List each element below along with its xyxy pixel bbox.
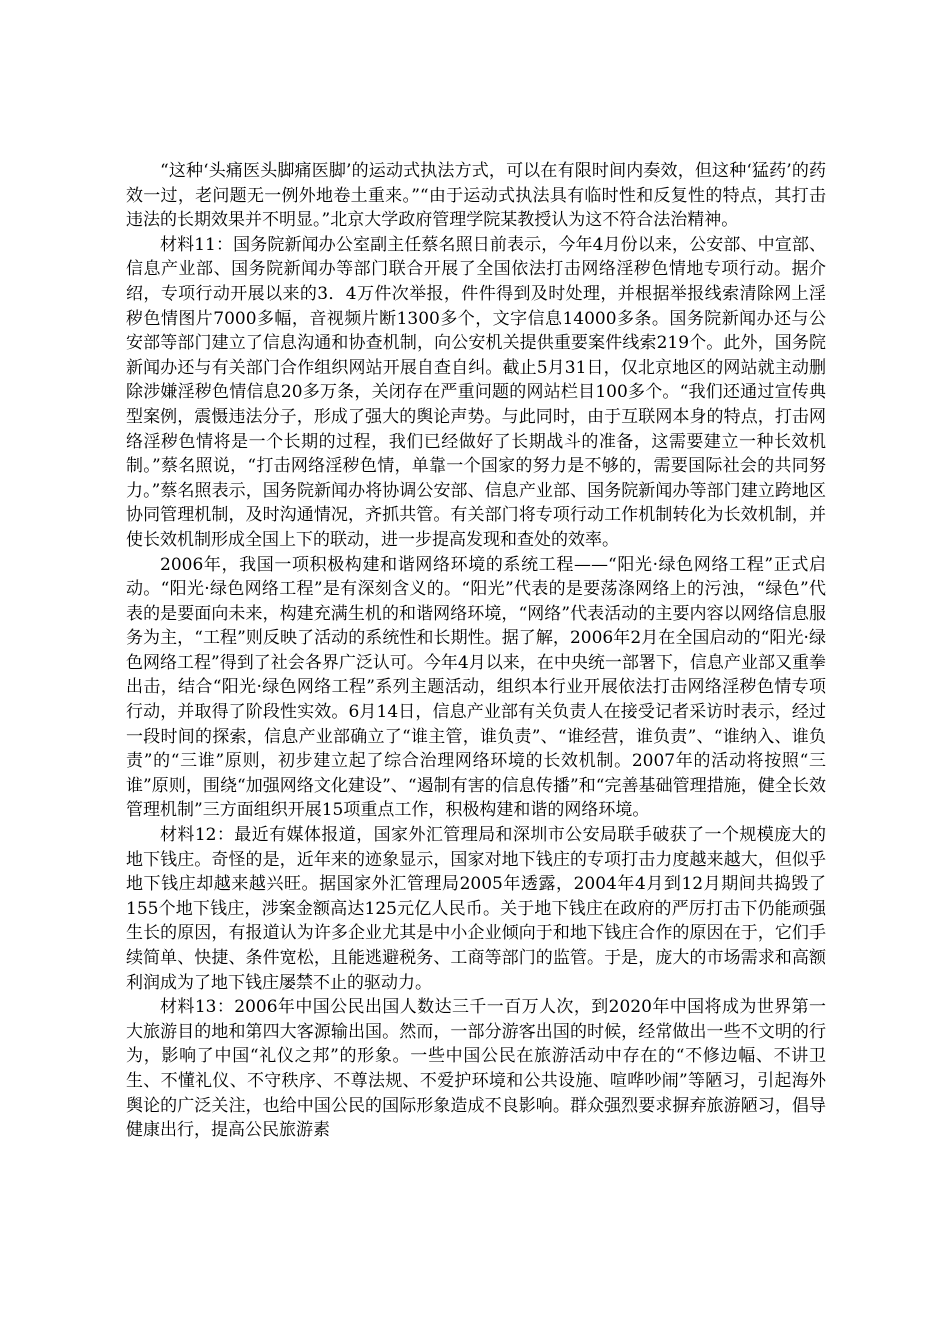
- paragraph-material-13: 材料13：2006年中国公民出国人数达三千一百万人次，到2020年中国将成为世界第一大旅游目的地和第四大客源输出国。然而，一部分游客出国的时候，经常做出一些不文明的行为，影响了中国“礼仪之邦”的形象。一些中国公民在旅游活动中存在的“不修边幅、不讲卫生、不懂礼仪、不守秩序、不尊法规、不爱护环境和公共设施、喧哗吵闹”等陋习，引起海外舆论的广泛关注，也给中国公民的国际形象造成不良影响。群众强烈要求摒弃旅游陋习，倡导健康出行，提高公民旅游素: [126, 997, 826, 1141]
- paragraph-material-11: 材料11：国务院新闻办公室副主任蔡名照日前表示，今年4月份以来，公安部、中宣部、信息产业部、国务院新闻办等部门联合开展了全国依法打击网络淫秽色情地专项行动。据介绍，专项行动开展以来的3．4万件次举报，件件得到及时处理，并根据举报线索清除网上淫秽色情图片7000多幅，音视频片断1300多个，文字信息14000多条。国务院新闻办还与公安部等部门建立了信息沟通和协查机制，向公安机关提供重要案件线索219个。此外，国务院新闻办还与有关部门合作组织网站开展自查自纠。截止5月31日，仅北京地区的网站就主动删除涉嫌淫秽色情信息20多万条，关闭存在严重问题的网站栏目100多个。“我们还通过宣传典型案例，震慑违法分子，形成了强大的舆论声势。与此同时，由于互联网本身的特点，打击网络淫秽色情将是一个长期的过程，我们已经做好了长期战斗的准备，这需要建立一种长效机制。”蔡名照说，“打击网络淫秽色情，单靠一个国家的努力是不够的，需要国际社会的共同努力。”蔡名照表示，国务院新闻办将协调公安部、信息产业部、国务院新闻办等部门建立跨地区协同管理机制，及时沟通情况，齐抓共管。有关部门将专项行动工作机制转化为长效机制，并使长效机制形成全国上下的联动，进一步提高发现和查处的效率。: [126, 234, 826, 550]
- paragraph-commentary: “这种‘头痛医头脚痛医脚’的运动式执法方式，可以在有限时间内奏效，但这种‘猛药’的药效一过，老问题无一例外地卷土重来。”“由于运动式执法具有临时性和反复性的特点，其打击违法的长期效果并不明显。”北京大学政府管理学院某教授认为这不符合法治精神。: [126, 161, 826, 231]
- document-page: [126, 159, 826, 1143]
- paragraph-material-12: 材料12：最近有媒体报道，国家外汇管理局和深圳市公安局联手破获了一个规模庞大的地下钱庄。奇怪的是，近年来的迹象显示，国家对地下钱庄的专项打击力度越来越大，但似乎地下钱庄却越来越兴旺。据国家外汇管理局2005年透露，2004年4月到12月期间共捣毁了155个地下钱庄，涉案金额高达125元亿人民币。关于地下钱庄在政府的严厉打击下仍能顽强生长的原因，有报道认为许多企业尤其是中小企业倾向于和地下钱庄合作的原因在于，它们手续简单、快捷、条件宽松，且能逃避税务、工商等部门的监管。于是，庞大的市场需求和高额利润成为了地下钱庄屡禁不止的驱动力。: [126, 825, 826, 993]
- paragraph-sunshine-green-network: 2006年，我国一项积极构建和谐网络环境的系统工程——“阳光·绿色网络工程”正式启动。“阳光·绿色网络工程”是有深刻含义的。“阳光”代表的是要荡涤网络上的污浊，“绿色”代表的是要面向未来，构建充满生机的和谐网络环境，“网络”代表活动的主要内容以网络信息服务为主，“工程”则反映了活动的系统性和长期性。据了解，2006年2月在全国启动的“阳光·绿色网络工程”得到了社会各界广泛认可。今年4月以来，在中央统一部署下，信息产业部又重拳出击，结合“阳光·绿色网络工程”系列主题活动，组织本行业开展依法打击网络淫秽色情专项行动，并取得了阶段性实效。6月14日，信息产业部有关负责人在接受记者采访时表示，经过一段时间的探索，信息产业部确立了“谁主管，谁负责”、“谁经营，谁负责”、“谁纳入、谁负责”的“三谁”原则，初步建立起了综合治理网络环境的长效机制。2007年的活动将按照“三谁”原则，围绕“加强网络文化建设”、“遏制有害的信息传播”和“完善基础管理措施，健全长效管理机制”三方面组织开展15项重点工作，积极构建和谐的网络环境。: [126, 554, 826, 821]
